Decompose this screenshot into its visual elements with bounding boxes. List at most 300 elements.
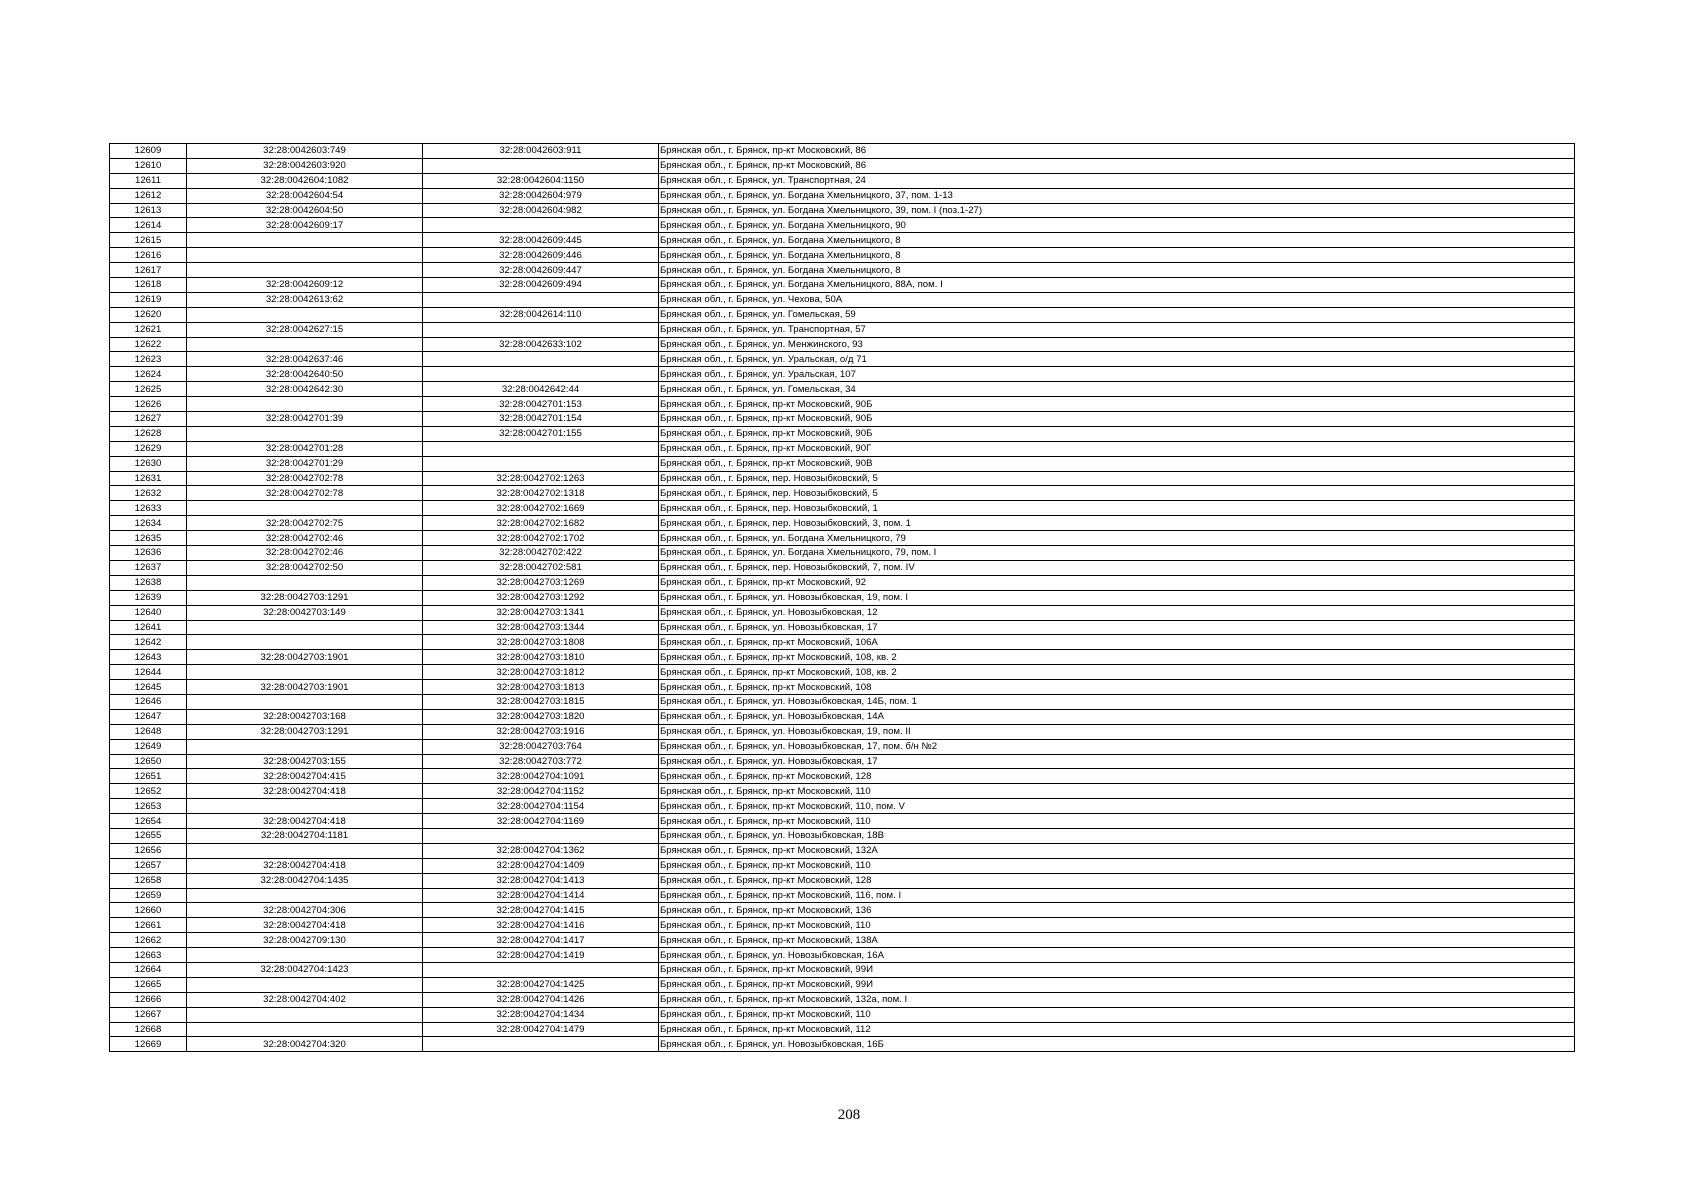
address-cell: Брянская обл., г. Брянск, ул. Менжинского, 93 [659,337,1575,352]
row-number-cell: 12665 [110,977,187,992]
table-row [110,948,1575,963]
table-row [110,382,1575,397]
cadastral-number-cell: 32:28:0042703:1291 [187,724,423,739]
address-cell: Брянская обл., г. Брянск, пр-кт Московский, 92 [659,575,1575,590]
row-number-cell: 12637 [110,560,187,575]
row-number-cell: 12630 [110,456,187,471]
table-row [110,843,1575,858]
row-number-cell: 12666 [110,992,187,1007]
object-cadastral-number-cell: 32:28:0042702:1702 [423,531,659,546]
object-cadastral-number-cell: 32:28:0042704:1409 [423,858,659,873]
object-cadastral-number-cell: 32:28:0042704:1415 [423,903,659,918]
row-number-cell: 12639 [110,590,187,605]
row-number-cell: 12649 [110,739,187,754]
address-cell: Брянская обл., г. Брянск, ул. Чехова, 50А [659,292,1575,307]
table-row [110,233,1575,248]
table-row [110,590,1575,605]
row-number-cell: 12648 [110,724,187,739]
row-number-cell: 12614 [110,218,187,233]
object-cadastral-number-cell: 32:28:0042704:1417 [423,933,659,948]
table-row [110,337,1575,352]
address-cell: Брянская обл., г. Брянск, пр-кт Московский, 108 [659,680,1575,695]
table-row [110,1037,1575,1052]
address-cell: Брянская обл., г. Брянск, ул. Новозыбковская, 19, пом. I [659,590,1575,605]
row-number-cell: 12628 [110,426,187,441]
row-number-cell: 12616 [110,248,187,263]
cadastral-number-cell: 32:28:0042704:320 [187,1037,423,1052]
address-cell: Брянская обл., г. Брянск, ул. Новозыбковская, 17, пом. б/н №2 [659,739,1575,754]
table-row [110,501,1575,516]
table-row [110,248,1575,263]
row-number-cell: 12636 [110,546,187,561]
page-number: 208 [837,1107,861,1123]
table-row [110,665,1575,680]
address-cell: Брянская обл., г. Брянск, ул. Новозыбковская, 14Б, пом. 1 [659,694,1575,709]
object-cadastral-number-cell [423,218,659,233]
row-number-cell: 12667 [110,1007,187,1022]
address-cell: Брянская обл., г. Брянск, пер. Новозыбковский, 7, пом. IV [659,560,1575,575]
cadastral-number-cell: 32:28:0042704:415 [187,769,423,784]
table-row [110,218,1575,233]
cadastral-number-cell: 32:28:0042609:17 [187,218,423,233]
address-cell: Брянская обл., г. Брянск, ул. Новозыбковская, 16Б [659,1037,1575,1052]
cadastral-number-cell: 32:28:0042702:50 [187,560,423,575]
object-cadastral-number-cell: 32:28:0042704:1434 [423,1007,659,1022]
cadastral-number-cell [187,843,423,858]
row-number-cell: 12613 [110,203,187,218]
row-number-cell: 12618 [110,278,187,293]
table-row [110,292,1575,307]
cadastral-number-cell [187,263,423,278]
table-row [110,977,1575,992]
row-number-cell: 12646 [110,694,187,709]
table-row [110,888,1575,903]
object-cadastral-number-cell: 32:28:0042703:772 [423,754,659,769]
table-row [110,962,1575,977]
address-cell: Брянская обл., г. Брянск, пр-кт Московский, 116, пом. I [659,888,1575,903]
object-cadastral-number-cell: 32:28:0042703:1292 [423,590,659,605]
cadastral-number-cell: 32:28:0042704:1423 [187,962,423,977]
table-row [110,799,1575,814]
object-cadastral-number-cell: 32:28:0042604:982 [423,203,659,218]
address-cell: Брянская обл., г. Брянск, ул. Транспортная, 24 [659,173,1575,188]
object-cadastral-number-cell: 32:28:0042609:445 [423,233,659,248]
address-cell: Брянская обл., г. Брянск, ул. Богдана Хмельницкого, 8 [659,263,1575,278]
row-number-cell: 12627 [110,412,187,427]
address-cell: Брянская обл., г. Брянск, пер. Новозыбковский, 5 [659,471,1575,486]
row-number-cell: 12635 [110,531,187,546]
table-row [110,620,1575,635]
row-number-cell: 12658 [110,873,187,888]
row-number-cell: 12653 [110,799,187,814]
cadastral-number-cell [187,694,423,709]
row-number-cell: 12668 [110,1022,187,1037]
object-cadastral-number-cell: 32:28:0042703:1815 [423,694,659,709]
object-cadastral-number-cell: 32:28:0042701:154 [423,412,659,427]
address-cell: Брянская обл., г. Брянск, ул. Богдана Хмельницкого, 88А, пом. I [659,278,1575,293]
address-cell: Брянская обл., г. Брянск, ул. Богдана Хмельницкого, 8 [659,233,1575,248]
row-number-cell: 12669 [110,1037,187,1052]
address-cell: Брянская обл., г. Брянск, пр-кт Московский, 106А [659,635,1575,650]
row-number-cell: 12633 [110,501,187,516]
table-row [110,992,1575,1007]
address-cell: Брянская обл., г. Брянск, пр-кт Московский, 128 [659,873,1575,888]
cadastral-number-cell [187,665,423,680]
table-row [110,546,1575,561]
cadastral-number-cell [187,426,423,441]
object-cadastral-number-cell: 32:28:0042704:1154 [423,799,659,814]
table-row [110,769,1575,784]
address-cell: Брянская обл., г. Брянск, пр-кт Московский, 110 [659,918,1575,933]
address-cell: Брянская обл., г. Брянск, пр-кт Московский, 108, кв. 2 [659,665,1575,680]
object-cadastral-number-cell: 32:28:0042702:1318 [423,486,659,501]
table-row [110,635,1575,650]
row-number-cell: 12623 [110,352,187,367]
cadastral-number-cell: 32:28:0042701:28 [187,441,423,456]
registry-table-body [110,144,1575,1052]
cadastral-number-cell: 32:28:0042704:418 [187,918,423,933]
address-cell: Брянская обл., г. Брянск, пр-кт Московский, 99И [659,977,1575,992]
cadastral-number-cell: 32:28:0042702:46 [187,546,423,561]
row-number-cell: 12660 [110,903,187,918]
cadastral-number-cell: 32:28:0042603:920 [187,158,423,173]
row-number-cell: 12611 [110,173,187,188]
object-cadastral-number-cell [423,441,659,456]
row-number-cell: 12650 [110,754,187,769]
row-number-cell: 12624 [110,367,187,382]
object-cadastral-number-cell: 32:28:0042704:1479 [423,1022,659,1037]
address-cell: Брянская обл., г. Брянск, пер. Новозыбковский, 1 [659,501,1575,516]
row-number-cell: 12664 [110,962,187,977]
row-number-cell: 12663 [110,948,187,963]
table-row [110,516,1575,531]
cadastral-number-cell [187,635,423,650]
row-number-cell: 12661 [110,918,187,933]
row-number-cell: 12640 [110,605,187,620]
table-row [110,158,1575,173]
address-cell: Брянская обл., г. Брянск, пр-кт Московский, 110 [659,814,1575,829]
address-cell: Брянская обл., г. Брянск, ул. Уральская, о/д 71 [659,352,1575,367]
object-cadastral-number-cell: 32:28:0042704:1413 [423,873,659,888]
row-number-cell: 12643 [110,650,187,665]
table-row [110,278,1575,293]
cadastral-number-cell: 32:28:0042704:418 [187,784,423,799]
address-cell: Брянская обл., г. Брянск, ул. Богдана Хмельницкого, 39, пом. I (поз.1-27) [659,203,1575,218]
cadastral-number-cell: 32:28:0042642:30 [187,382,423,397]
object-cadastral-number-cell: 32:28:0042702:1669 [423,501,659,516]
row-number-cell: 12652 [110,784,187,799]
object-cadastral-number-cell: 32:28:0042703:1820 [423,709,659,724]
table-row [110,322,1575,337]
cadastral-number-cell [187,248,423,263]
cadastral-number-cell: 32:28:0042709:130 [187,933,423,948]
row-number-cell: 12617 [110,263,187,278]
address-cell: Брянская обл., г. Брянск, ул. Уральская, 107 [659,367,1575,382]
row-number-cell: 12610 [110,158,187,173]
cadastral-number-cell: 32:28:0042703:168 [187,709,423,724]
object-cadastral-number-cell [423,456,659,471]
address-cell: Брянская обл., г. Брянск, пр-кт Московский, 86 [659,158,1575,173]
table-row [110,531,1575,546]
address-cell: Брянская обл., г. Брянск, пр-кт Московский, 99И [659,962,1575,977]
table-row [110,680,1575,695]
object-cadastral-number-cell: 32:28:0042702:1682 [423,516,659,531]
object-cadastral-number-cell: 32:28:0042614:110 [423,307,659,322]
cadastral-number-cell [187,307,423,322]
object-cadastral-number-cell: 32:28:0042704:1426 [423,992,659,1007]
row-number-cell: 12641 [110,620,187,635]
row-number-cell: 12629 [110,441,187,456]
object-cadastral-number-cell: 32:28:0042703:1810 [423,650,659,665]
cadastral-number-cell: 32:28:0042613:62 [187,292,423,307]
object-cadastral-number-cell [423,828,659,843]
cadastral-number-cell: 32:28:0042704:306 [187,903,423,918]
object-cadastral-number-cell: 32:28:0042703:1269 [423,575,659,590]
row-number-cell: 12632 [110,486,187,501]
address-cell: Брянская обл., г. Брянск, пер. Новозыбковский, 3, пом. 1 [659,516,1575,531]
cadastral-number-cell: 32:28:0042701:39 [187,412,423,427]
object-cadastral-number-cell: 32:28:0042701:155 [423,426,659,441]
table-row [110,173,1575,188]
address-cell: Брянская обл., г. Брянск, пр-кт Московский, 132а, пом. I [659,992,1575,1007]
row-number-cell: 12631 [110,471,187,486]
cadastral-number-cell [187,799,423,814]
cadastral-number-cell [187,1022,423,1037]
address-cell: Брянская обл., г. Брянск, ул. Гомельская, 34 [659,382,1575,397]
address-cell: Брянская обл., г. Брянск, ул. Новозыбковская, 18В [659,828,1575,843]
table-row [110,352,1575,367]
cadastral-number-cell [187,620,423,635]
cadastral-number-cell: 32:28:0042603:749 [187,144,423,159]
address-cell: Брянская обл., г. Брянск, ул. Богдана Хмельницкого, 37, пом. 1-13 [659,188,1575,203]
object-cadastral-number-cell: 32:28:0042704:1425 [423,977,659,992]
table-row [110,1022,1575,1037]
address-cell: Брянская обл., г. Брянск, ул. Богдана Хмельницкого, 90 [659,218,1575,233]
address-cell: Брянская обл., г. Брянск, ул. Новозыбковская, 14А [659,709,1575,724]
table-row [110,1007,1575,1022]
cadastral-number-cell: 32:28:0042704:418 [187,814,423,829]
table-row [110,263,1575,278]
table-row [110,903,1575,918]
object-cadastral-number-cell: 32:28:0042604:1150 [423,173,659,188]
row-number-cell: 12625 [110,382,187,397]
table-row [110,754,1575,769]
cadastral-number-cell: 32:28:0042702:75 [187,516,423,531]
object-cadastral-number-cell: 32:28:0042704:1419 [423,948,659,963]
cadastral-number-cell: 32:28:0042604:1082 [187,173,423,188]
cadastral-number-cell: 32:28:0042637:46 [187,352,423,367]
cadastral-number-cell [187,501,423,516]
table-row [110,441,1575,456]
cadastral-number-cell: 32:28:0042702:46 [187,531,423,546]
object-cadastral-number-cell [423,158,659,173]
table-row [110,412,1575,427]
object-cadastral-number-cell: 32:28:0042704:1362 [423,843,659,858]
address-cell: Брянская обл., г. Брянск, пр-кт Московский, 108, кв. 2 [659,650,1575,665]
object-cadastral-number-cell: 32:28:0042609:494 [423,278,659,293]
object-cadastral-number-cell: 32:28:0042603:911 [423,144,659,159]
row-number-cell: 12656 [110,843,187,858]
cadastral-number-cell: 32:28:0042704:1181 [187,828,423,843]
address-cell: Брянская обл., г. Брянск, пр-кт Московский, 132А [659,843,1575,858]
table-row [110,873,1575,888]
table-row [110,933,1575,948]
cadastral-number-cell: 32:28:0042704:418 [187,858,423,873]
object-cadastral-number-cell: 32:28:0042642:44 [423,382,659,397]
row-number-cell: 12638 [110,575,187,590]
object-cadastral-number-cell: 32:28:0042703:1916 [423,724,659,739]
table-row [110,397,1575,412]
cadastral-number-cell: 32:28:0042702:78 [187,486,423,501]
cadastral-number-cell: 32:28:0042640:50 [187,367,423,382]
address-cell: Брянская обл., г. Брянск, пр-кт Московский, 90Б [659,412,1575,427]
address-cell: Брянская обл., г. Брянск, пр-кт Московский, 138А [659,933,1575,948]
object-cadastral-number-cell [423,367,659,382]
object-cadastral-number-cell: 32:28:0042609:446 [423,248,659,263]
address-cell: Брянская обл., г. Брянск, ул. Новозыбковская, 19, пом. II [659,724,1575,739]
row-number-cell: 12642 [110,635,187,650]
row-number-cell: 12609 [110,144,187,159]
object-cadastral-number-cell: 32:28:0042704:1091 [423,769,659,784]
object-cadastral-number-cell: 32:28:0042704:1414 [423,888,659,903]
row-number-cell: 12651 [110,769,187,784]
table-row [110,456,1575,471]
address-cell: Брянская обл., г. Брянск, ул. Транспортная, 57 [659,322,1575,337]
object-cadastral-number-cell: 32:28:0042703:1341 [423,605,659,620]
object-cadastral-number-cell: 32:28:0042704:1416 [423,918,659,933]
object-cadastral-number-cell: 32:28:0042609:447 [423,263,659,278]
row-number-cell: 12645 [110,680,187,695]
cadastral-number-cell [187,977,423,992]
row-number-cell: 12659 [110,888,187,903]
cadastral-number-cell: 32:28:0042627:15 [187,322,423,337]
cadastral-number-cell: 32:28:0042703:155 [187,754,423,769]
address-cell: Брянская обл., г. Брянск, ул. Новозыбковская, 17 [659,620,1575,635]
table-row [110,724,1575,739]
object-cadastral-number-cell: 32:28:0042633:102 [423,337,659,352]
address-cell: Брянская обл., г. Брянск, пр-кт Московский, 86 [659,144,1575,159]
table-row [110,307,1575,322]
row-number-cell: 12619 [110,292,187,307]
table-row [110,471,1575,486]
cadastral-number-cell [187,397,423,412]
row-number-cell: 12644 [110,665,187,680]
row-number-cell: 12626 [110,397,187,412]
row-number-cell: 12654 [110,814,187,829]
object-cadastral-number-cell: 32:28:0042703:1344 [423,620,659,635]
registry-table [109,143,1575,1052]
cadastral-number-cell: 32:28:0042703:1901 [187,650,423,665]
table-row [110,694,1575,709]
table-row [110,858,1575,873]
cadastral-number-cell: 32:28:0042703:1901 [187,680,423,695]
cadastral-number-cell [187,233,423,248]
address-cell: Брянская обл., г. Брянск, пр-кт Московский, 110 [659,784,1575,799]
table-row [110,575,1575,590]
address-cell: Брянская обл., г. Брянск, ул. Новозыбковская, 16А [659,948,1575,963]
object-cadastral-number-cell: 32:28:0042701:153 [423,397,659,412]
cadastral-number-cell: 32:28:0042604:50 [187,203,423,218]
address-cell: Брянская обл., г. Брянск, ул. Богдана Хмельницкого, 79 [659,531,1575,546]
object-cadastral-number-cell [423,352,659,367]
address-cell: Брянская обл., г. Брянск, пр-кт Московский, 128 [659,769,1575,784]
object-cadastral-number-cell: 32:28:0042703:764 [423,739,659,754]
row-number-cell: 12655 [110,828,187,843]
table-row [110,486,1575,501]
object-cadastral-number-cell: 32:28:0042702:422 [423,546,659,561]
cadastral-number-cell [187,739,423,754]
row-number-cell: 12622 [110,337,187,352]
row-number-cell: 12662 [110,933,187,948]
row-number-cell: 12657 [110,858,187,873]
address-cell: Брянская обл., г. Брянск, пр-кт Московский, 90Б [659,426,1575,441]
address-cell: Брянская обл., г. Брянск, ул. Богдана Хмельницкого, 8 [659,248,1575,263]
row-number-cell: 12620 [110,307,187,322]
object-cadastral-number-cell [423,292,659,307]
table-row [110,828,1575,843]
table-row [110,426,1575,441]
cadastral-number-cell [187,1007,423,1022]
table-row [110,605,1575,620]
address-cell: Брянская обл., г. Брянск, пер. Новозыбковский, 5 [659,486,1575,501]
cadastral-number-cell [187,888,423,903]
object-cadastral-number-cell: 32:28:0042703:1813 [423,680,659,695]
table-row [110,650,1575,665]
address-cell: Брянская обл., г. Брянск, пр-кт Московский, 110 [659,1007,1575,1022]
table-row [110,367,1575,382]
cadastral-number-cell: 32:28:0042604:54 [187,188,423,203]
address-cell: Брянская обл., г. Брянск, пр-кт Московский, 110, пом. V [659,799,1575,814]
table-row [110,144,1575,159]
cadastral-number-cell [187,337,423,352]
object-cadastral-number-cell [423,322,659,337]
object-cadastral-number-cell: 32:28:0042703:1812 [423,665,659,680]
address-cell: Брянская обл., г. Брянск, пр-кт Московский, 110 [659,858,1575,873]
object-cadastral-number-cell: 32:28:0042702:581 [423,560,659,575]
address-cell: Брянская обл., г. Брянск, ул. Новозыбковская, 17 [659,754,1575,769]
row-number-cell: 12621 [110,322,187,337]
object-cadastral-number-cell: 32:28:0042704:1152 [423,784,659,799]
address-cell: Брянская обл., г. Брянск, ул. Богдана Хмельницкого, 79, пом. I [659,546,1575,561]
object-cadastral-number-cell: 32:28:0042604:979 [423,188,659,203]
cadastral-number-cell: 32:28:0042704:1435 [187,873,423,888]
row-number-cell: 12634 [110,516,187,531]
table-row [110,709,1575,724]
table-row [110,188,1575,203]
table-row [110,739,1575,754]
table-row [110,814,1575,829]
object-cadastral-number-cell: 32:28:0042702:1263 [423,471,659,486]
cadastral-number-cell: 32:28:0042609:12 [187,278,423,293]
address-cell: Брянская обл., г. Брянск, ул. Новозыбковская, 12 [659,605,1575,620]
cadastral-number-cell: 32:28:0042704:402 [187,992,423,1007]
address-cell: Брянская обл., г. Брянск, ул. Гомельская, 59 [659,307,1575,322]
address-cell: Брянская обл., г. Брянск, пр-кт Московский, 112 [659,1022,1575,1037]
row-number-cell: 12612 [110,188,187,203]
object-cadastral-number-cell [423,962,659,977]
address-cell: Брянская обл., г. Брянск, пр-кт Московский, 90В [659,456,1575,471]
object-cadastral-number-cell: 32:28:0042704:1169 [423,814,659,829]
address-cell: Брянская обл., г. Брянск, пр-кт Московский, 90Г [659,441,1575,456]
cadastral-number-cell: 32:28:0042703:149 [187,605,423,620]
address-cell: Брянская обл., г. Брянск, пр-кт Московский, 90Б [659,397,1575,412]
address-cell: Брянская обл., г. Брянск, пр-кт Московский, 136 [659,903,1575,918]
cadastral-number-cell: 32:28:0042701:29 [187,456,423,471]
table-row [110,560,1575,575]
row-number-cell: 12647 [110,709,187,724]
cadastral-number-cell: 32:28:0042703:1291 [187,590,423,605]
cadastral-number-cell: 32:28:0042702:78 [187,471,423,486]
